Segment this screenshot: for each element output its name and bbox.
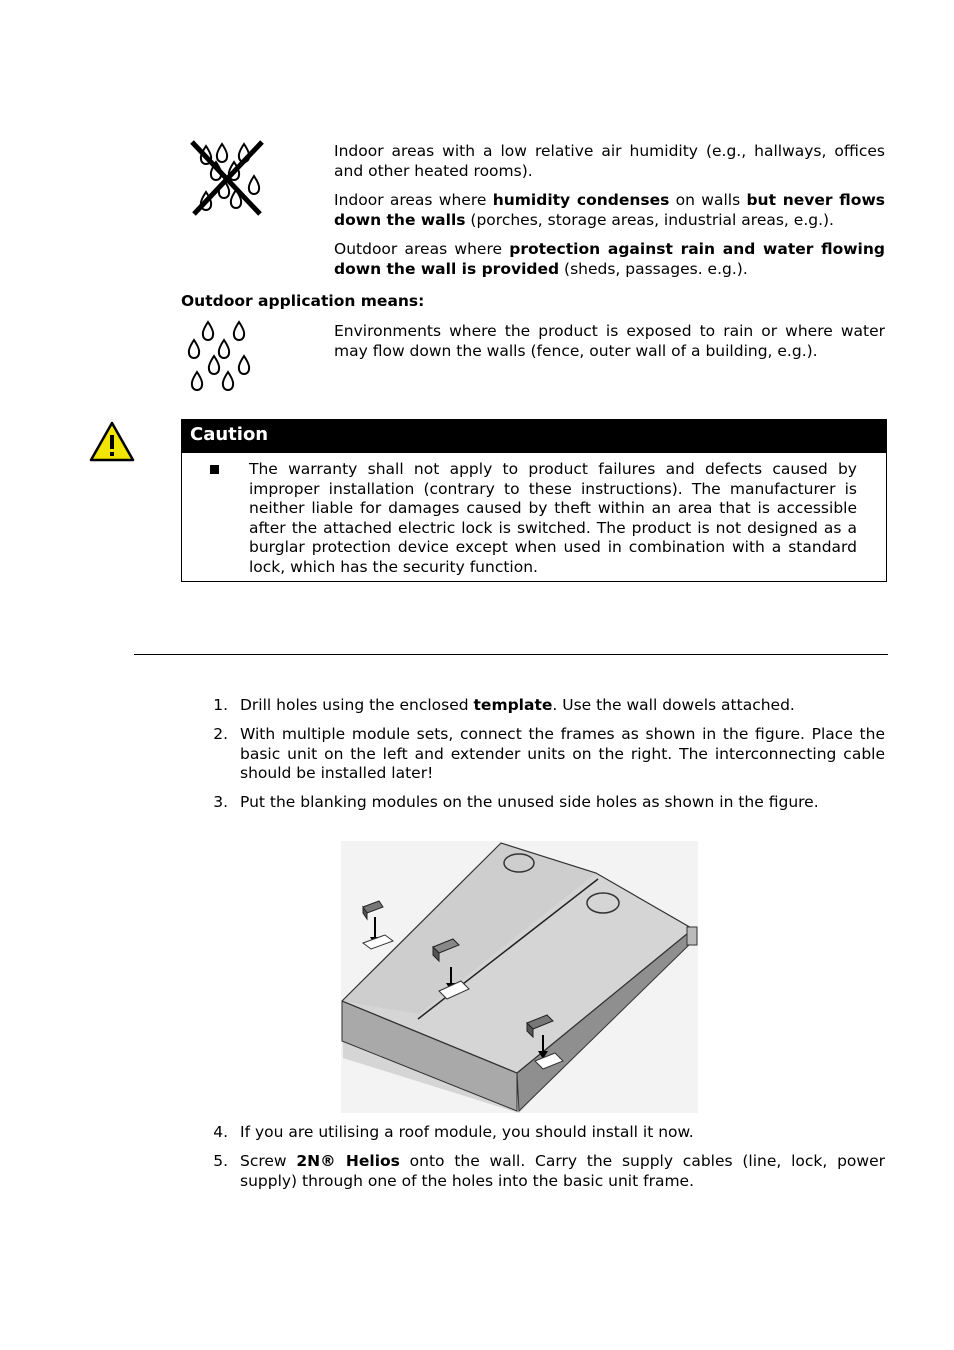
caution-text: The warranty shall not apply to product failures and defects caused by improper installation (contrary to these instructions). The manufacturer is neither liable for damages caused by theft within an area that is accessible after the attached electric lock is switched. The product is not designed as a burglar protection device except when used in combination with a standard lock, which has the security function. bbox=[249, 460, 857, 576]
step-1-number: 1. bbox=[213, 696, 228, 714]
outdoor-heading: Outdoor application means: bbox=[181, 292, 425, 310]
outdoor-description: Environments where the product is exposed to rain or where water may flow down the walls (fence, outer wall of a building, e.g.). bbox=[334, 322, 885, 360]
indoor-paragraph-3: Outdoor areas where protection against rain and water flowing down the wall is provided (sheds, passages. e.g.). bbox=[334, 240, 885, 278]
step-5-text: Screw 2N® Helios onto the wall. Carry the supply cables (line, lock, power supply) through one of the holes into the basic unit frame. bbox=[240, 1152, 885, 1190]
caution-title: Caution bbox=[182, 420, 886, 453]
step-3-text: Put the blanking modules on the unused side holes as shown in the figure. bbox=[240, 793, 819, 811]
indoor-paragraph-1: Indoor areas with a low relative air humidity (e.g., hallways, offices and other heated rooms). bbox=[334, 142, 885, 180]
section-divider bbox=[134, 654, 888, 655]
step-4-text: If you are utilising a roof module, you should install it now. bbox=[240, 1123, 694, 1141]
no-water-drops-icon bbox=[186, 138, 270, 218]
step-3-number: 3. bbox=[213, 793, 228, 811]
step-5-number: 5. bbox=[213, 1152, 228, 1170]
step-2-number: 2. bbox=[213, 725, 228, 743]
frame-assembly-figure bbox=[341, 841, 698, 1113]
step-4-number: 4. bbox=[213, 1123, 228, 1141]
rain-drops-icon bbox=[184, 318, 256, 394]
indoor-paragraph-2: Indoor areas where humidity condenses on walls but never flows down the walls (porches, storage areas, industrial areas, e.g.). bbox=[334, 191, 885, 229]
caution-box bbox=[181, 419, 887, 582]
step-2-text: With multiple module sets, connect the frames as shown in the figure. Place the basic unit on the left and extender units on the right. The interconnecting cable should be installed later! bbox=[240, 725, 885, 782]
step-1-text: Drill holes using the enclosed template. Use the wall dowels attached. bbox=[240, 696, 795, 714]
caution-bullet-icon bbox=[210, 465, 219, 474]
warning-triangle-icon bbox=[89, 421, 135, 462]
